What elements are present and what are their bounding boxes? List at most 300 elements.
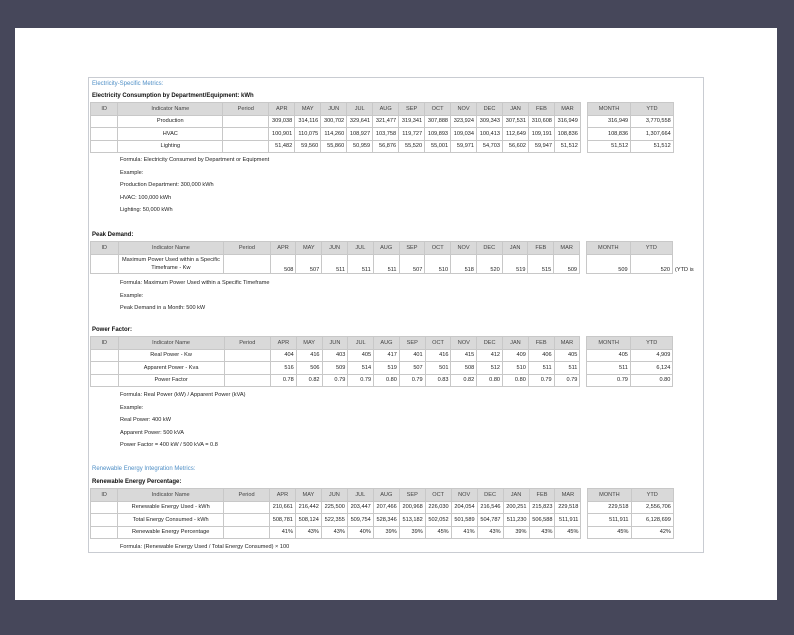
month-value: 511	[554, 362, 580, 375]
month-value: 203,447	[347, 501, 373, 514]
formula-notes	[120, 277, 270, 315]
month-total: 316,949	[587, 115, 630, 128]
month-value: 110,075	[295, 128, 321, 141]
month-value: 215,823	[529, 501, 555, 514]
period-cell	[224, 526, 270, 539]
column-gap	[580, 337, 587, 350]
note-cell	[673, 128, 702, 141]
column-header-mar: MAR	[554, 337, 580, 350]
ytd-total: 42%	[631, 526, 673, 539]
month-value: 59,947	[528, 140, 554, 153]
column-header-jan: JAN	[503, 337, 529, 350]
month-value: 510	[425, 254, 451, 273]
month-value: 507	[399, 362, 425, 375]
month-value: 511	[322, 254, 348, 273]
month-value: 45%	[425, 526, 451, 539]
month-value: 103,758	[373, 128, 399, 141]
month-value: 300,702	[321, 115, 347, 128]
indicator-name: HVAC	[118, 128, 223, 141]
month-value: 522,355	[321, 514, 347, 527]
month-value: 307,888	[425, 115, 451, 128]
table-header-row	[91, 242, 703, 255]
ytd-total: 0.80	[630, 374, 672, 387]
month-total: 511,911	[588, 514, 631, 527]
example-text: Example:	[120, 404, 144, 411]
note-cell	[673, 337, 703, 350]
month-value: 514	[348, 362, 374, 375]
note-cell	[673, 501, 702, 514]
note-cell	[673, 489, 702, 502]
column-header-period: Period	[223, 103, 269, 116]
column-header-may: MAY	[296, 242, 322, 255]
column-header-dec: DEC	[476, 242, 502, 255]
table-header-row	[91, 337, 703, 350]
id-cell	[91, 514, 118, 527]
month-value: 508	[270, 254, 296, 273]
example-text: Peak Demand in a Month: 500 kW	[120, 305, 206, 312]
month-value: 515	[528, 254, 554, 273]
column-header-indicator-name: Indicator Name	[118, 242, 224, 255]
month-value: 0.82	[296, 374, 322, 387]
month-value: 509,754	[347, 514, 373, 527]
column-header-aug: AUG	[374, 337, 400, 350]
column-header-period: Period	[224, 337, 270, 350]
month-value: 0.80	[374, 374, 400, 387]
column-header-ytd: YTD	[630, 242, 672, 255]
column-header-ytd: YTD	[631, 103, 674, 116]
table-row	[91, 349, 703, 362]
indicator-name: Real Power - Kw	[118, 349, 224, 362]
column-header-jun: JUN	[321, 489, 347, 502]
month-total: 0.79	[587, 374, 631, 387]
column-header-sep: SEP	[399, 242, 425, 255]
month-value: 56,602	[503, 140, 529, 153]
column-header-sep: SEP	[399, 489, 425, 502]
month-value: 109,893	[425, 128, 451, 141]
example-text: Example:	[120, 169, 144, 176]
ytd-total: 6,124	[630, 362, 672, 375]
note-cell	[673, 140, 702, 153]
month-value: 39%	[503, 526, 529, 539]
column-header-feb: FEB	[528, 242, 554, 255]
column-gap	[581, 526, 588, 539]
month-value: 210,661	[269, 501, 295, 514]
table-title: Power Factor:	[92, 327, 133, 333]
month-value: 520	[476, 254, 502, 273]
month-value: 416	[425, 349, 451, 362]
column-header-may: MAY	[295, 103, 321, 116]
month-value: 528,346	[373, 514, 399, 527]
example-text: Production Department: 300,000 kWh	[120, 182, 214, 189]
note-cell	[673, 103, 702, 116]
month-value: 508	[451, 362, 477, 375]
column-header-jun: JUN	[322, 242, 348, 255]
month-value: 56,876	[373, 140, 399, 153]
month-value: 316,949	[554, 115, 580, 128]
month-value: 0.79	[348, 374, 374, 387]
month-value: 0.80	[503, 374, 529, 387]
formula-text: Formula: (Renewable Energy Used / Total Energy Consumed) × 100	[120, 544, 290, 550]
table-title: Peak Demand:	[92, 232, 134, 238]
month-value: 55,001	[425, 140, 451, 153]
note-cell	[673, 514, 702, 527]
column-header-month: MONTH	[588, 489, 631, 502]
table-header-row	[91, 489, 703, 502]
month-value: 309,038	[269, 115, 295, 128]
column-header-may: MAY	[296, 337, 322, 350]
month-value: 329,641	[347, 115, 373, 128]
month-total: 405	[587, 349, 631, 362]
example-text: HVAC: 100,000 kWh	[120, 194, 172, 201]
formula-text: Formula: Maximum Power Used within a Specific Timeframe	[120, 280, 270, 286]
table-row	[91, 501, 703, 514]
month-value: 509	[322, 362, 348, 375]
month-value: 40%	[347, 526, 373, 539]
month-total: 229,518	[588, 501, 631, 514]
metrics-panel	[88, 77, 704, 553]
column-header-sep: SEP	[399, 103, 425, 116]
column-header-dec: DEC	[477, 103, 503, 116]
column-header-month: MONTH	[587, 337, 631, 350]
example-text: Example:	[120, 292, 144, 299]
id-cell	[91, 501, 118, 514]
month-value: 519	[502, 254, 528, 273]
month-value: 100,901	[269, 128, 295, 141]
column-gap	[580, 374, 587, 387]
month-value: 405	[554, 349, 580, 362]
id-cell	[91, 115, 118, 128]
month-value: 0.79	[322, 374, 348, 387]
column-gap	[580, 254, 587, 273]
month-value: 323,924	[451, 115, 477, 128]
formula-notes	[120, 541, 289, 554]
note-cell	[673, 362, 703, 375]
month-value: 506,588	[529, 514, 555, 527]
month-value: 513,182	[399, 514, 425, 527]
column-header-oct: OCT	[425, 489, 451, 502]
month-value: 43%	[529, 526, 555, 539]
table-row	[91, 140, 703, 153]
column-header-nov: NOV	[451, 337, 477, 350]
column-header-mar: MAR	[554, 103, 580, 116]
month-value: 309,343	[477, 115, 503, 128]
month-value: 41%	[451, 526, 477, 539]
month-value: 0.79	[399, 374, 425, 387]
column-header-oct: OCT	[425, 103, 451, 116]
indicator-name: Apparent Power - Kva	[118, 362, 224, 375]
column-header-oct: OCT	[425, 337, 451, 350]
month-value: 511,230	[503, 514, 529, 527]
column-header-aug: AUG	[373, 103, 399, 116]
month-value: 0.80	[477, 374, 503, 387]
month-value: 508,124	[295, 514, 321, 527]
column-header-apr: APR	[270, 242, 296, 255]
indicator-name: Renewable Energy Percentage	[118, 526, 224, 539]
month-value: 108,836	[554, 128, 580, 141]
column-gap	[581, 514, 588, 527]
column-header-id: ID	[91, 103, 118, 116]
month-value: 403	[322, 349, 348, 362]
id-cell	[91, 128, 118, 141]
indicator-name: Renewable Energy Used - kWh	[118, 501, 224, 514]
month-value: 511,911	[555, 514, 581, 527]
month-value: 307,531	[503, 115, 529, 128]
table-title: Renewable Energy Percentage:	[92, 479, 182, 485]
column-header-jul: JUL	[347, 489, 373, 502]
metrics-table	[90, 488, 703, 539]
column-header-nov: NOV	[451, 103, 477, 116]
month-value: 59,560	[295, 140, 321, 153]
month-value: 43%	[477, 526, 503, 539]
metrics-table	[90, 336, 703, 387]
month-value: 119,727	[399, 128, 425, 141]
month-value: 502,052	[425, 514, 451, 527]
month-total: 108,836	[587, 128, 630, 141]
column-header-apr: APR	[269, 489, 295, 502]
month-value: 0.82	[451, 374, 477, 387]
period-cell	[224, 514, 270, 527]
month-value: 417	[374, 349, 400, 362]
indicator-name: Lighting	[118, 140, 223, 153]
id-cell	[91, 374, 119, 387]
month-value: 43%	[321, 526, 347, 539]
month-value: 108,927	[347, 128, 373, 141]
column-header-ytd: YTD	[631, 489, 673, 502]
column-header-feb: FEB	[528, 337, 554, 350]
column-gap	[580, 103, 587, 116]
column-header-month: MONTH	[587, 242, 631, 255]
month-value: 512	[477, 362, 503, 375]
column-header-apr: APR	[270, 337, 296, 350]
month-value: 59,971	[451, 140, 477, 153]
ytd-total: 3,770,558	[631, 115, 674, 128]
indicator-name: Total Energy Consumed - kWh	[118, 514, 224, 527]
section-title-electricity: Electricity-Specific Metrics:	[92, 81, 164, 87]
month-value: 511	[373, 254, 399, 273]
column-header-jun: JUN	[322, 337, 348, 350]
month-value: 310,608	[528, 115, 554, 128]
table-row	[91, 362, 703, 375]
period-cell	[224, 501, 270, 514]
column-gap	[580, 242, 587, 255]
month-value: 319,341	[399, 115, 425, 128]
month-value: 501	[425, 362, 451, 375]
month-value: 41%	[269, 526, 295, 539]
id-cell	[91, 254, 119, 273]
month-value: 0.78	[270, 374, 296, 387]
indicator-name: Power Factor	[118, 374, 224, 387]
month-total: 51,512	[587, 140, 630, 153]
month-value: 504,787	[477, 514, 503, 527]
column-header-jul: JUL	[347, 242, 373, 255]
column-header-period: Period	[224, 242, 270, 255]
column-header-mar: MAR	[554, 242, 580, 255]
column-header-jan: JAN	[503, 103, 529, 116]
month-value: 109,034	[451, 128, 477, 141]
column-header-jul: JUL	[347, 103, 373, 116]
column-header-nov: NOV	[451, 242, 477, 255]
column-header-apr: APR	[269, 103, 295, 116]
month-value: 507	[399, 254, 425, 273]
ytd-total: 2,556,706	[631, 501, 673, 514]
ytd-total: 520	[630, 254, 672, 273]
column-header-id: ID	[91, 242, 119, 255]
id-cell	[91, 362, 119, 375]
month-value: 226,030	[425, 501, 451, 514]
column-header-ytd: YTD	[630, 337, 672, 350]
month-value: 50,959	[347, 140, 373, 153]
note-cell	[673, 242, 703, 255]
month-value: 55,520	[399, 140, 425, 153]
table-row	[91, 254, 703, 273]
column-header-dec: DEC	[477, 337, 503, 350]
month-value: 404	[270, 349, 296, 362]
note-cell	[673, 526, 702, 539]
month-value: 51,512	[554, 140, 580, 153]
month-value: 0.83	[425, 374, 451, 387]
column-header-id: ID	[91, 489, 118, 502]
column-header-dec: DEC	[477, 489, 503, 502]
example-text: Lighting: 50,000 kWh	[120, 207, 173, 214]
column-header-oct: OCT	[425, 242, 451, 255]
month-value: 55,860	[321, 140, 347, 153]
month-value: 501,589	[451, 514, 477, 527]
month-value: 54,703	[477, 140, 503, 153]
month-value: 43%	[295, 526, 321, 539]
note-cell: (YTD is	[673, 254, 703, 273]
month-value: 216,546	[477, 501, 503, 514]
column-header-mar: MAR	[555, 489, 581, 502]
column-header-aug: AUG	[373, 489, 399, 502]
table-row	[91, 526, 703, 539]
column-header-indicator-name: Indicator Name	[118, 337, 224, 350]
table-row	[91, 115, 703, 128]
month-value: 114,260	[321, 128, 347, 141]
example-text: Real Power: 400 kW	[120, 417, 171, 424]
section-title-renewable: Renewable Energy Integration Metrics:	[92, 466, 196, 472]
month-value: 510	[503, 362, 529, 375]
column-header-aug: AUG	[373, 242, 399, 255]
period-cell	[224, 362, 270, 375]
month-value: 415	[451, 349, 477, 362]
month-value: 200,251	[503, 501, 529, 514]
month-value: 112,649	[503, 128, 529, 141]
formula-notes	[120, 154, 269, 217]
month-value: 412	[477, 349, 503, 362]
column-header-may: MAY	[295, 489, 321, 502]
month-value: 511	[347, 254, 373, 273]
note-cell	[673, 115, 702, 128]
month-value: 39%	[373, 526, 399, 539]
example-text: Power Factor = 400 kW / 500 kVA = 0.8	[120, 442, 218, 449]
month-value: 0.79	[528, 374, 554, 387]
column-header-id: ID	[91, 337, 119, 350]
month-value: 45%	[555, 526, 581, 539]
id-cell	[91, 140, 118, 153]
column-header-feb: FEB	[528, 103, 554, 116]
month-value: 321,477	[373, 115, 399, 128]
ytd-total: 6,128,699	[631, 514, 673, 527]
period-cell	[224, 254, 270, 273]
column-gap	[580, 140, 587, 153]
ytd-total: 1,307,664	[631, 128, 674, 141]
month-value: 216,442	[295, 501, 321, 514]
month-value: 409	[503, 349, 529, 362]
month-total: 511	[587, 362, 631, 375]
column-gap	[581, 501, 588, 514]
month-value: 100,413	[477, 128, 503, 141]
column-gap	[581, 489, 588, 502]
month-value: 207,466	[373, 501, 399, 514]
column-gap	[580, 128, 587, 141]
month-value: 109,191	[528, 128, 554, 141]
period-cell	[224, 374, 270, 387]
metrics-table	[90, 241, 703, 274]
column-header-indicator-name: Indicator Name	[118, 489, 224, 502]
period-cell	[223, 115, 269, 128]
month-value: 516	[270, 362, 296, 375]
month-value: 405	[348, 349, 374, 362]
table-row	[91, 128, 703, 141]
table-row	[91, 374, 703, 387]
column-gap	[580, 362, 587, 375]
column-header-jan: JAN	[503, 489, 529, 502]
month-total: 509	[587, 254, 631, 273]
indicator-name: Production	[118, 115, 223, 128]
month-value: 509	[554, 254, 580, 273]
month-value: 406	[528, 349, 554, 362]
ytd-total: 4,909	[630, 349, 672, 362]
month-value: 225,500	[321, 501, 347, 514]
month-value: 229,518	[555, 501, 581, 514]
table-title: Electricity Consumption by Department/Equipment: kWh	[92, 93, 254, 99]
formula-notes	[120, 389, 245, 452]
column-header-period: Period	[224, 489, 270, 502]
month-value: 508,781	[269, 514, 295, 527]
column-header-jun: JUN	[321, 103, 347, 116]
table-header-row	[91, 103, 703, 116]
id-cell	[91, 526, 118, 539]
month-value: 39%	[399, 526, 425, 539]
month-value: 401	[399, 349, 425, 362]
formula-text: Formula: Electricity Consumed by Department or Equipment	[120, 157, 270, 163]
column-header-jan: JAN	[502, 242, 528, 255]
month-value: 511	[528, 362, 554, 375]
column-header-month: MONTH	[587, 103, 630, 116]
month-value: 204,054	[451, 501, 477, 514]
month-value: 200,968	[399, 501, 425, 514]
period-cell	[223, 128, 269, 141]
example-text: Apparent Power: 500 kVA	[120, 429, 184, 436]
month-total: 45%	[588, 526, 631, 539]
column-header-feb: FEB	[529, 489, 555, 502]
period-cell	[223, 140, 269, 153]
column-gap	[580, 115, 587, 128]
ytd-total: 51,512	[631, 140, 674, 153]
month-value: 518	[451, 254, 477, 273]
column-header-indicator-name: Indicator Name	[118, 103, 223, 116]
month-value: 507	[296, 254, 322, 273]
metrics-table	[90, 102, 703, 153]
month-value: 519	[374, 362, 400, 375]
column-gap	[580, 349, 587, 362]
id-cell	[91, 349, 119, 362]
month-value: 314,116	[295, 115, 321, 128]
column-header-jul: JUL	[348, 337, 374, 350]
month-value: 51,482	[269, 140, 295, 153]
column-header-nov: NOV	[451, 489, 477, 502]
formula-text: Formula: Real Power (kW) / Apparent Power (kVA)	[120, 392, 246, 398]
